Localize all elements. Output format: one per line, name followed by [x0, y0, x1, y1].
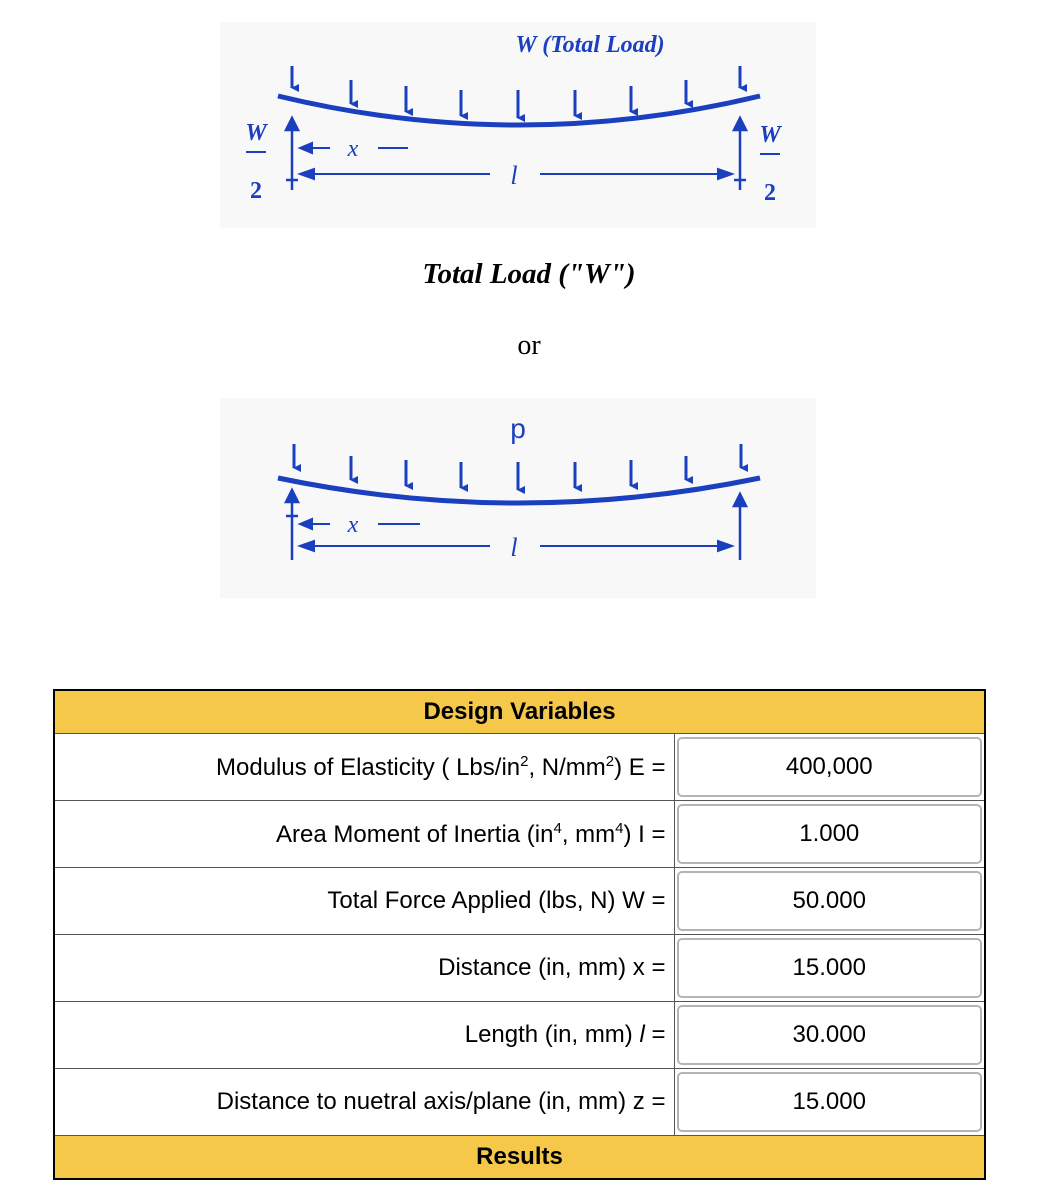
design-variables-table: [53, 689, 986, 1180]
or-separator: or: [517, 330, 541, 361]
total-load-diagram: [220, 22, 816, 228]
neutral-axis-input[interactable]: 15.000: [677, 1072, 983, 1132]
inertia-label: Area Moment of Inertia ($in^4$, $mm^4$) I =: [54, 801, 674, 868]
table-row: [54, 1002, 985, 1069]
left-reaction-denominator: 2: [250, 178, 262, 204]
modulus-label: Modulus of Elasticity ( Lbs/$in^2$, $N/mm^2$) E =: [54, 734, 674, 801]
diagram2-l-label: l: [510, 533, 518, 562]
distance-x-input[interactable]: 15.000: [677, 938, 983, 998]
distance-x-label: Distance (in, mm) x =: [54, 935, 674, 1002]
left-reaction-numerator: W: [245, 120, 267, 146]
diagram2-x-label: x: [347, 512, 359, 538]
inertia-input[interactable]: 1.000: [677, 804, 983, 864]
length-input[interactable]: 30.000: [677, 1005, 983, 1065]
modulus-input[interactable]: 400,000: [677, 737, 983, 797]
neutral-axis-label: Distance to nuetral axis/plane (in, mm) z =: [54, 1069, 674, 1136]
table-row: [54, 734, 985, 801]
distributed-load-diagram: [220, 398, 816, 598]
caption-total-load: Total Load ("W"): [422, 258, 636, 290]
diagram1-x-label: x: [347, 136, 359, 162]
diagram2-title: p: [510, 413, 526, 444]
length-label: Length (in, mm) l =: [54, 1002, 674, 1069]
table-row: [54, 1069, 985, 1136]
total-force-label: Total Force Applied (lbs, N) W =: [54, 868, 674, 935]
table-row: [54, 868, 985, 935]
table-row: [54, 801, 985, 868]
diagram1-l-label: l: [510, 161, 518, 190]
design-variables-header: Design Variables: [54, 690, 985, 734]
right-reaction-numerator: W: [759, 122, 781, 148]
diagram1-title: W (Total Load): [515, 32, 665, 58]
total-force-input[interactable]: 50.000: [677, 871, 983, 931]
right-reaction-denominator: 2: [764, 180, 776, 206]
results-header: Results: [54, 1136, 985, 1180]
table-row: [54, 935, 985, 1002]
